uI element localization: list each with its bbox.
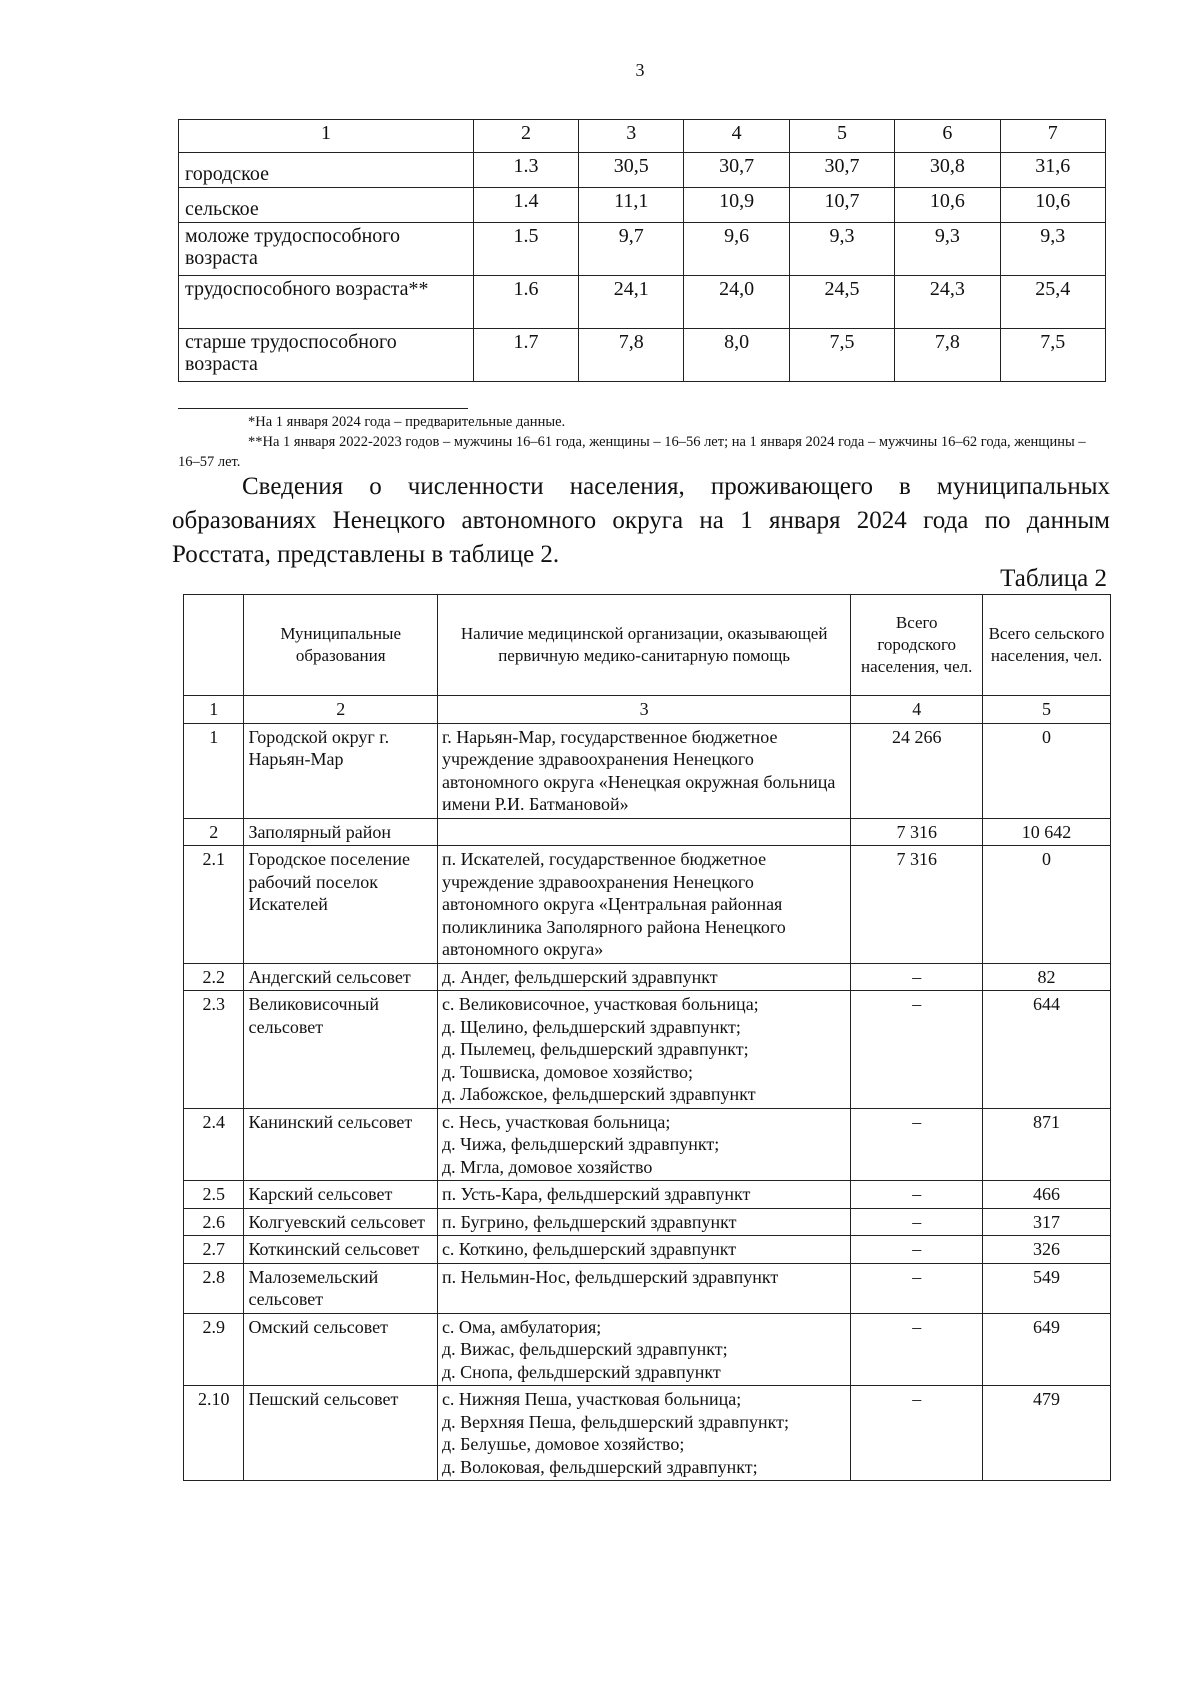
body-paragraph: Сведения о численности населения, проживающего в муниципальных образованиях Ненецкого автономного округа на 1 января 2024 года по данным Росстата, представлены в таблице 2. [172, 473, 1110, 568]
municipal-population-table [183, 594, 1111, 1481]
value-cell: 10,6 [895, 188, 1000, 223]
medical-organization-cell [437, 1208, 850, 1236]
medical-organization-cell [437, 1313, 850, 1386]
value-cell: 7,8 [895, 329, 1000, 382]
medical-organization-cell [437, 1181, 850, 1209]
medical-organization-cell [437, 818, 850, 846]
medical-organization-cell [437, 1108, 850, 1181]
medical-organization-line: д. Снопа, фельдшерский здравпункт [441, 1361, 721, 1382]
value-cell: 31,6 [1000, 153, 1105, 188]
rural-population: 466 [983, 1181, 1111, 1209]
table-row [179, 276, 1106, 329]
municipality-row [184, 1263, 1111, 1313]
value-cell: 8,0 [684, 329, 789, 382]
medical-organization-cell [437, 1386, 850, 1481]
municipality-row [184, 723, 1111, 818]
value-cell: 9,3 [1000, 223, 1105, 276]
value-cell: 30,7 [789, 153, 894, 188]
urban-population: 24 266 [851, 723, 983, 818]
medical-organization-line: д. Мгла, домовое хозяйство [441, 1156, 653, 1177]
row-number: 2.10 [184, 1386, 244, 1481]
rural-population: 10 642 [983, 818, 1111, 846]
table-row [179, 153, 1106, 188]
column-index-cell: 2 [244, 696, 438, 724]
row-number: 1 [184, 723, 244, 818]
header-cell: 2 [474, 120, 579, 153]
value-cell: 9,3 [895, 223, 1000, 276]
row-number: 2.5 [184, 1181, 244, 1209]
municipality-name: Городское поселение рабочий поселок Искателей [244, 846, 438, 964]
header-cell-urban-population: Всего городского населения, чел. [851, 595, 983, 696]
table-row [179, 223, 1106, 276]
medical-organization-line: д. Волоковая, фельдшерский здравпункт; [441, 1456, 758, 1477]
row-number: 2.8 [184, 1263, 244, 1313]
header-cell: 3 [579, 120, 684, 153]
medical-organization-line: д. Тошвиска, домовое хозяйство; [441, 1061, 694, 1082]
urban-population: – [851, 1236, 983, 1264]
municipality-row [184, 1181, 1111, 1209]
urban-population: – [851, 1181, 983, 1209]
rural-population: 82 [983, 963, 1111, 991]
value-cell: 10,6 [1000, 188, 1105, 223]
value-cell: 9,3 [789, 223, 894, 276]
medical-organization-line: д. Щелино, фельдшерский здравпункт; [441, 1016, 741, 1037]
medical-organization-line: д. Андег, фельдшерский здравпункт [441, 966, 718, 987]
medical-organization-line: д. Вижас, фельдшерский здравпункт; [441, 1339, 728, 1359]
urban-population: 7 316 [851, 818, 983, 846]
municipality-name: Колгуевский сельсовет [244, 1208, 438, 1236]
municipality-name: Великовисочный сельсовет [244, 991, 438, 1109]
value-cell: 9,7 [579, 223, 684, 276]
footnote-working-age: **На 1 января 2022-2023 годов – мужчины 16–61 года, женщины – 16–56 лет; на 1 января 2024 года – мужчины 16–62 года, женщины – 16–57 лет. [178, 434, 1086, 470]
medical-organization-line: д. Лабожское, фельдшерский здравпункт [441, 1084, 756, 1104]
urban-population: – [851, 1313, 983, 1386]
medical-organization-line: д. Пылемец, фельдшерский здравпункт; [441, 1039, 749, 1059]
rural-population: 644 [983, 991, 1111, 1109]
row-label: моложе трудоспособного возраста [179, 223, 474, 276]
urban-population: – [851, 991, 983, 1109]
table-header-row [179, 120, 1106, 153]
municipality-row [184, 963, 1111, 991]
row-number: 2 [184, 818, 244, 846]
medical-organization-line: п. Искателей, государственное бюджетное учреждение здравоохранения Ненецкого автономного округа «Центральная районная поликлиника Заполярного района Ненецкого автономного округа» [441, 849, 786, 959]
header-cell: 1 [179, 120, 474, 153]
municipality-row [184, 1236, 1111, 1264]
value-cell: 7,5 [789, 329, 894, 382]
municipality-row [184, 1313, 1111, 1386]
table-row [179, 329, 1106, 382]
rural-population: 0 [983, 723, 1111, 818]
row-code: 1.6 [474, 276, 579, 329]
municipality-row [184, 846, 1111, 964]
column-index-cell: 3 [437, 696, 850, 724]
medical-organization-line: с. Коткино, фельдшерский здравпункт [441, 1239, 737, 1259]
medical-organization-line: с. Ома, амбулатория; [441, 1316, 602, 1337]
medical-organization-cell [437, 846, 850, 964]
value-cell: 25,4 [1000, 276, 1105, 329]
municipality-name: Карский сельсовет [244, 1181, 438, 1209]
value-cell: 24,3 [895, 276, 1000, 329]
row-code: 1.5 [474, 223, 579, 276]
medical-organization-line: д. Белушье, домовое хозяйство; [441, 1434, 685, 1454]
value-cell: 10,7 [789, 188, 894, 223]
medical-organization-line: п. Бугрино, фельдшерский здравпункт [441, 1211, 737, 1232]
header-cell: 4 [684, 120, 789, 153]
municipality-name: Городской округ г. Нарьян-Мар [244, 723, 438, 818]
row-number: 2.1 [184, 846, 244, 964]
medical-organization-line: п. Усть-Кара, фельдшерский здравпункт [441, 1184, 751, 1204]
row-number: 2.6 [184, 1208, 244, 1236]
header-cell-rural-population: Всего сельского населения, чел. [983, 595, 1111, 696]
value-cell: 7,5 [1000, 329, 1105, 382]
page-number: 3 [635, 60, 645, 80]
row-label: сельское [179, 188, 474, 223]
column-index-cell: 4 [851, 696, 983, 724]
rural-population: 871 [983, 1108, 1111, 1181]
municipality-name: Заполярный район [244, 818, 438, 846]
medical-organization-line: д. Верхняя Пеша, фельдшерский здравпункт; [441, 1411, 790, 1432]
value-cell: 24,0 [684, 276, 789, 329]
value-cell: 30,8 [895, 153, 1000, 188]
municipality-name: Андегский сельсовет [244, 963, 438, 991]
value-cell: 24,5 [789, 276, 894, 329]
rural-population: 317 [983, 1208, 1111, 1236]
municipality-name: Малоземельский сельсовет [244, 1263, 438, 1313]
row-label: трудоспособного возраста** [179, 276, 474, 329]
row-number: 2.3 [184, 991, 244, 1109]
rural-population: 0 [983, 846, 1111, 964]
value-cell: 10,9 [684, 188, 789, 223]
header-cell-medical-organization: Наличие медицинской организации, оказывающей первичную медико-санитарную помощь [437, 595, 850, 696]
table-header-row [184, 595, 1111, 696]
header-cell: 6 [895, 120, 1000, 153]
value-cell: 30,7 [684, 153, 789, 188]
footnote-preliminary: *На 1 января 2024 года – предварительные данные. [248, 414, 566, 430]
header-cell: 5 [789, 120, 894, 153]
row-number: 2.2 [184, 963, 244, 991]
footnote-divider [178, 408, 468, 409]
value-cell: 30,5 [579, 153, 684, 188]
row-label: городское [179, 153, 474, 188]
table-caption: Таблица 2 [1000, 565, 1107, 592]
row-code: 1.3 [474, 153, 579, 188]
column-index-row [184, 696, 1111, 724]
urban-population: – [851, 1208, 983, 1236]
row-code: 1.4 [474, 188, 579, 223]
urban-population: 7 316 [851, 846, 983, 964]
municipality-name: Омский сельсовет [244, 1313, 438, 1386]
rural-population: 326 [983, 1236, 1111, 1264]
urban-population: – [851, 1108, 983, 1181]
rural-population: 479 [983, 1386, 1111, 1481]
municipality-row [184, 1386, 1111, 1481]
value-cell: 7,8 [579, 329, 684, 382]
header-cell: 7 [1000, 120, 1105, 153]
column-index-cell: 5 [983, 696, 1111, 724]
municipality-row [184, 1208, 1111, 1236]
urban-population: – [851, 963, 983, 991]
row-code: 1.7 [474, 329, 579, 382]
municipality-name: Коткинский сельсовет [244, 1236, 438, 1264]
header-cell-number [184, 595, 244, 696]
row-number: 2.7 [184, 1236, 244, 1264]
municipality-row [184, 1108, 1111, 1181]
medical-organization-cell [437, 963, 850, 991]
population-share-table [178, 119, 1106, 382]
row-label: старше трудоспособного возраста [179, 329, 474, 382]
row-number: 2.4 [184, 1108, 244, 1181]
medical-organization-line: с. Нижняя Пеша, участковая больница; [441, 1389, 742, 1409]
medical-organization-line: п. Нельмин-Нос, фельдшерский здравпункт [441, 1266, 779, 1287]
table-row [179, 188, 1106, 223]
rural-population: 549 [983, 1263, 1111, 1313]
municipality-row [184, 991, 1111, 1109]
urban-population: – [851, 1386, 983, 1481]
municipality-name: Пешский сельсовет [244, 1386, 438, 1481]
medical-organization-line: д. Чижа, фельдшерский здравпункт; [441, 1134, 720, 1154]
medical-organization-cell [437, 991, 850, 1109]
value-cell: 24,1 [579, 276, 684, 329]
urban-population: – [851, 1263, 983, 1313]
rural-population: 649 [983, 1313, 1111, 1386]
medical-organization-line: с. Несь, участковая больница; [441, 1111, 671, 1132]
column-index-cell: 1 [184, 696, 244, 724]
header-cell-municipality: Муниципальные образования [244, 595, 438, 696]
medical-organization-cell [437, 1263, 850, 1313]
municipality-name: Канинский сельсовет [244, 1108, 438, 1181]
medical-organization-line: с. Великовисочное, участковая больница; [441, 994, 759, 1014]
medical-organization-cell [437, 723, 850, 818]
medical-organization-line: г. Нарьян-Мар, государственное бюджетное учреждение здравоохранения Ненецкого автономного округа «Ненецкая окружная больница имени Р.И. Батмановой» [441, 726, 836, 814]
municipality-row [184, 818, 1111, 846]
row-number: 2.9 [184, 1313, 244, 1386]
medical-organization-cell [437, 1236, 850, 1264]
value-cell: 9,6 [684, 223, 789, 276]
value-cell: 11,1 [579, 188, 684, 223]
